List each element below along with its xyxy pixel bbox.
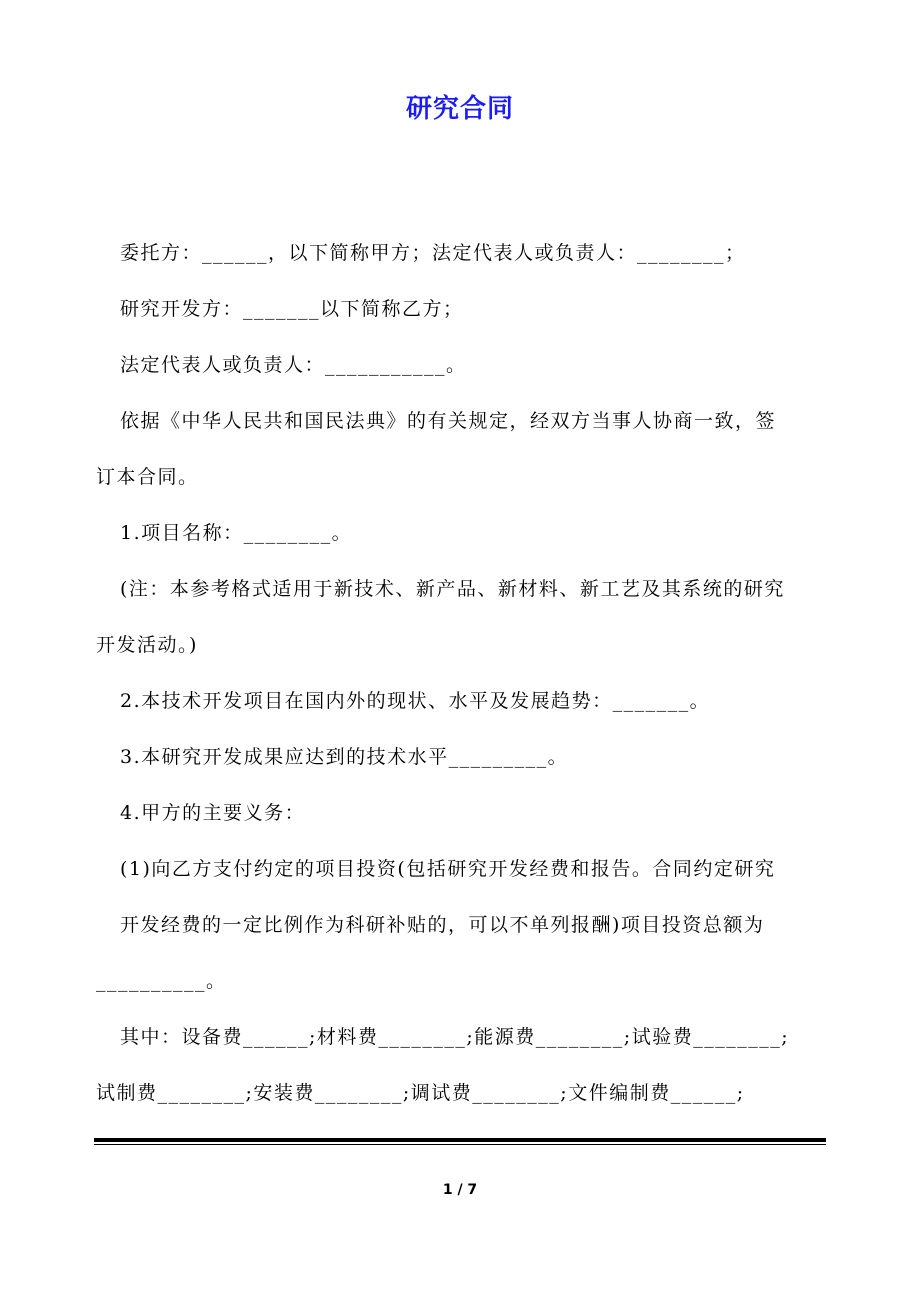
paragraph-line-project-name: 1.项目名称：________。 [120, 522, 353, 544]
paragraph-line-costs-cont: 试制费________;安装费________;调试费________;文件编制费______; [96, 1082, 745, 1104]
paragraph-line-total: __________。 [96, 970, 227, 992]
paragraph-line-client: 委托方：______，以下简称甲方；法定代表人或负责人：________； [120, 242, 746, 264]
paragraph-line-obligations: 4.甲方的主要义务： [120, 802, 306, 824]
paragraph-line-tech-level: 3.本研究开发成果应达到的技术水平_________。 [120, 746, 569, 768]
paragraph-line-basis-cont: 订本合同。 [96, 466, 199, 488]
page-number: 1 / 7 [442, 1182, 478, 1198]
paragraph-line-payment: (1)向乙方支付约定的项目投资(包括研究开发经费和报告。合同约定研究 [120, 858, 776, 880]
paragraph-line-payment-cont: 开发经费的一定比例作为科研补贴的，可以不单列报酬)项目投资总额为 [120, 914, 765, 936]
page-title: 研究合同 [405, 94, 514, 124]
paragraph-line-note: (注：本参考格式适用于新技术、新产品、新材料、新工艺及其系统的研究 [120, 578, 785, 600]
paragraph-line-note-cont: 开发活动。) [96, 634, 198, 656]
paragraph-line-basis: 依据《中华人民共和国民法典》的有关规定，经双方当事人协商一致，签 [120, 410, 777, 432]
footer-divider [94, 1138, 826, 1145]
paragraph-line-legal-rep: 法定代表人或负责人：___________。 [120, 354, 467, 376]
paragraph-line-status: 2.本技术开发项目在国内外的现状、水平及发展趋势：_______。 [120, 690, 711, 712]
paragraph-line-developer: 研究开发方：_______以下简称乙方； [120, 298, 464, 320]
paragraph-line-costs: 其中：设备费______;材料费________;能源费________;试验费________; [120, 1026, 790, 1048]
